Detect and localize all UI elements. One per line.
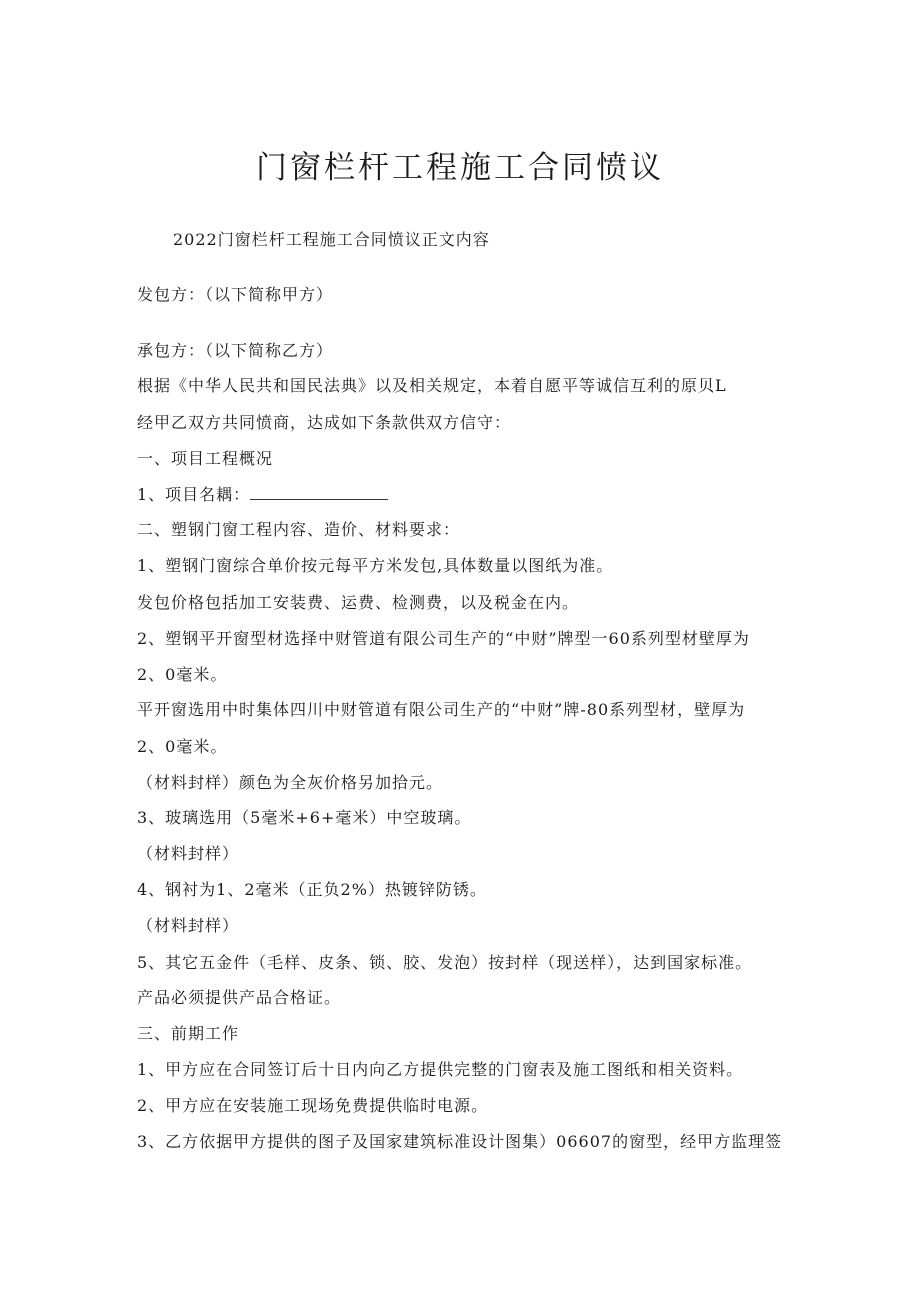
paragraph-line: 根据《中华人民共和国民法典》以及相关规定，本着自愿平等诚信互利的原贝L	[137, 376, 727, 395]
paragraph-line: 4、钢衬为1、2毫米（正负2%）热镀锌防锈。	[137, 880, 487, 899]
document-title: 门窗栏杆工程施工合同愤议	[256, 150, 664, 186]
paragraph-line: 1、塑钢门窗综合单价按元每平方米发包,具体数量以图纸为准。	[137, 556, 614, 575]
paragraph-line: （材料封样）	[137, 916, 240, 935]
party-b-line: 承包方：（以下简称乙方）	[137, 341, 334, 360]
project-name-line	[137, 484, 388, 506]
paragraph-line: 产品必须提供产品合格证。	[137, 988, 342, 1007]
section-heading: 一、项目工程概况	[137, 449, 274, 468]
paragraph-line: 5、其它五金件（毛样、皮条、锁、胶、发泡）按封样（现送样），达到国家标准。	[137, 953, 753, 972]
section-heading: 二、塑钢门窗工程内容、造价、材料要求：	[137, 520, 461, 539]
project-name-label: 1、项目名耦：	[137, 485, 251, 504]
paragraph-line: 3、玻璃选用（5毫米+6+毫米）中空玻璃。	[137, 808, 472, 827]
paragraph-line: 2、0毫米。	[137, 665, 228, 684]
paragraph-line: 平开窗选用中时集体四川中财管道有限公司生产的“中财”牌-80系列型材，壁厚为	[137, 700, 746, 719]
paragraph-line: （材料封样）	[137, 844, 240, 863]
section-heading: 三、前期工作	[137, 1024, 240, 1043]
paragraph-line: 2、甲方应在安装施工现场免费提供临时电源。	[137, 1096, 489, 1115]
paragraph-line: 1、甲方应在合同签订后十日内向乙方提供完整的门窗表及施工图纸和相关资料。	[137, 1060, 744, 1079]
paragraph-line: 2、0毫米。	[137, 737, 228, 756]
document-subtitle: 2022门窗栏杆工程施工合同愤议正文内容	[173, 230, 490, 249]
party-a-line: 发包方：（以下简称甲方）	[137, 285, 334, 304]
paragraph-line: （材料封样）颜色为全灰价格另加拾元。	[137, 773, 444, 792]
project-name-blank	[250, 484, 388, 500]
paragraph-line: 2、塑钢平开窗型材选择中财管道有限公司生产的“中财”牌型一60系列型材壁厚为	[137, 629, 750, 648]
paragraph-line: 3、乙方依据甲方提供的图子及国家建筑标准设计图集）06607的窗型，经甲方监理签	[137, 1132, 783, 1151]
paragraph-line: 经甲乙双方共同愤商，达成如下条款供双方信守：	[137, 413, 512, 432]
paragraph-line: 发包价格包括加工安装费、运费、检测费，以及税金在内。	[137, 593, 580, 612]
